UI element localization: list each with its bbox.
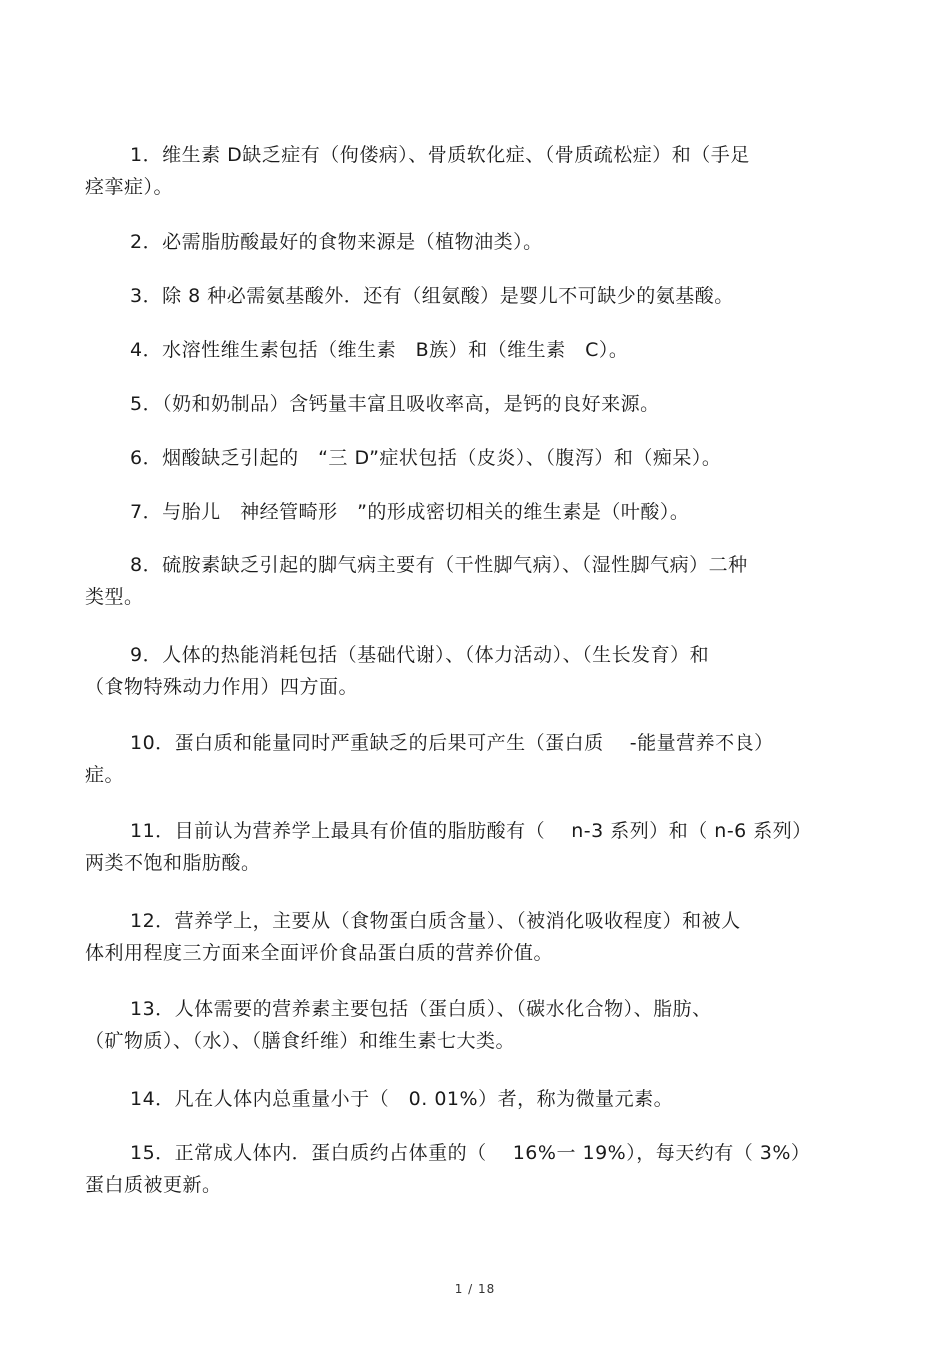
question-9-line-2: （食物特殊动力作用）四方面。 bbox=[85, 676, 359, 698]
question-10-line-2: 症。 bbox=[85, 764, 125, 786]
question-1-line-1: 1．维生素 D缺乏症有（佝偻病）、骨质软化症、（骨质疏松症）和（手足 bbox=[130, 144, 750, 166]
question-2 bbox=[85, 226, 845, 258]
question-6 bbox=[85, 442, 845, 474]
question-9-line-1: 9．人体的热能消耗包括（基础代谢）、（体力活动）、（生长发育）和 bbox=[130, 644, 710, 666]
question-12-line-1: 12．营养学上，主要从（食物蛋白质含量）、（被消化吸收程度）和被人 bbox=[130, 910, 741, 932]
question-12 bbox=[85, 905, 845, 969]
question-11-line-2: 两类不饱和脂肪酸。 bbox=[85, 852, 261, 874]
question-1 bbox=[85, 139, 845, 203]
question-4-line-1: 4．水溶性维生素包括（维生素 B族）和（维生素 C）。 bbox=[130, 339, 629, 361]
question-13-line-2: （矿物质）、（水）、（膳食纤维）和维生素七大类。 bbox=[85, 1030, 516, 1052]
question-11 bbox=[85, 815, 845, 879]
question-11-line-1: 11．目前认为营养学上最具有价值的脂肪酸有（ n-3 系列）和（ n-6 系列） bbox=[130, 820, 812, 842]
question-8-line-2: 类型。 bbox=[85, 586, 144, 608]
question-3-line-1: 3．除 8 种必需氨基酸外．还有（组氨酸）是婴儿不可缺少的氨基酸。 bbox=[130, 285, 734, 307]
question-9 bbox=[85, 639, 845, 703]
question-5 bbox=[85, 388, 845, 420]
question-3 bbox=[85, 280, 845, 312]
question-8-line-1: 8．硫胺素缺乏引起的脚气病主要有（干性脚气病）、（湿性脚气病）二种 bbox=[130, 554, 748, 576]
question-15 bbox=[85, 1137, 845, 1201]
page-number: 1 / 18 bbox=[454, 1282, 496, 1296]
question-5-line-1: 5．（奶和奶制品）含钙量丰富且吸收率高，是钙的良好来源。 bbox=[130, 393, 660, 415]
question-7-line-1: 7．与胎儿 神经管畸形 ”的形成密切相关的维生素是（叶酸）。 bbox=[130, 501, 690, 523]
question-1-line-2: 痉挛症）。 bbox=[85, 176, 174, 198]
question-15-line-2: 蛋白质被更新。 bbox=[85, 1174, 222, 1196]
question-10 bbox=[85, 727, 845, 791]
question-12-line-2: 体利用程度三方面来全面评价食品蛋白质的营养价值。 bbox=[85, 942, 554, 964]
question-6-line-1: 6．烟酸缺乏引起的 “三 D”症状包括（皮炎）、（腹泻）和（痴呆）。 bbox=[130, 447, 722, 469]
question-10-line-1: 10．蛋白质和能量同时严重缺乏的后果可产生（蛋白质 -能量营养不良） bbox=[130, 732, 774, 754]
question-2-line-1: 2．必需脂肪酸最好的食物来源是（植物油类）。 bbox=[130, 231, 543, 253]
question-4 bbox=[85, 334, 845, 366]
question-7 bbox=[85, 496, 845, 528]
question-14-line-1: 14．凡在人体内总重量小于（ 0. 01%）者，称为微量元素。 bbox=[130, 1088, 674, 1110]
question-8 bbox=[85, 549, 845, 613]
question-14 bbox=[85, 1083, 845, 1115]
question-13 bbox=[85, 993, 845, 1057]
question-13-line-1: 13．人体需要的营养素主要包括（蛋白质）、（碳水化合物）、脂肪、 bbox=[130, 998, 712, 1020]
question-15-line-1: 15．正常成人体内．蛋白质约占体重的（ 16%一 19%），每天约有（ 3%） bbox=[130, 1142, 811, 1164]
